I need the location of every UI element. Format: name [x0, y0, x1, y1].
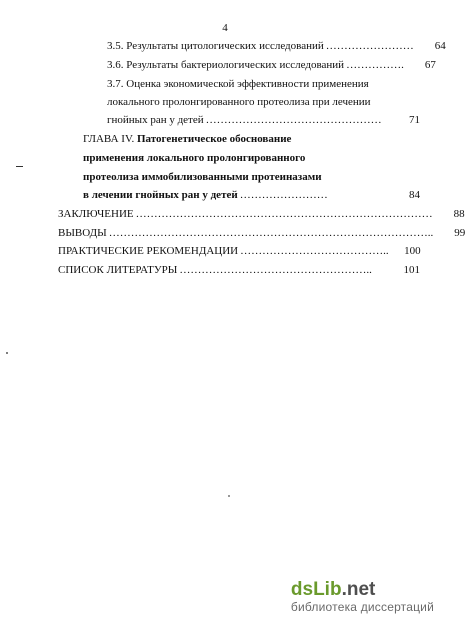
toc-entry-title: 3.5. Результаты цитологических исследований — [107, 40, 324, 52]
toc-leader-dots: …………………… — [239, 189, 328, 201]
toc-chapter-title: Патогенетическое обоснование — [136, 133, 292, 145]
toc-entry-findings — [58, 227, 465, 240]
toc-page-number: 101 — [403, 264, 420, 276]
toc-entry-title: СПИСОК ЛИТЕРАТУРЫ — [58, 264, 178, 276]
toc-entry-3-5 — [107, 40, 446, 53]
toc-page-number: 100 — [404, 245, 421, 257]
toc-entry-3-7 — [107, 114, 420, 127]
toc-entry-recommendations — [58, 245, 420, 258]
toc-chapter-4-line3: протеолиза иммобилизованными протеиназами — [83, 171, 322, 183]
toc-entry-references — [58, 264, 420, 277]
toc-entry-title: в лечении гнойных ран у детей — [83, 189, 238, 201]
toc-leader-dots: ………………………………….. — [240, 245, 389, 257]
scan-mark — [16, 166, 23, 167]
toc-entry-conclusion — [58, 208, 465, 221]
page-number: 4 — [222, 22, 228, 34]
watermark-brand: dsLib — [290, 579, 342, 600]
toc-leader-dots: …………………………………………………………………………….. — [108, 227, 434, 239]
toc-leader-dots: ……………………………………………………………………… — [135, 208, 433, 220]
toc-entry-3-7-line2: локального пролонгированного протеолиза при лечении — [107, 96, 371, 108]
toc-entry-title: 3.6. Результаты бактериологических исследований — [107, 59, 345, 71]
toc-leader-dots: ………………………………………… — [205, 114, 382, 126]
toc-entry-title: ЗАКЛЮЧЕНИЕ — [58, 208, 134, 220]
scan-speck — [228, 495, 230, 497]
toc-entry-title: ВЫВОДЫ — [58, 227, 107, 239]
toc-page-number: 64 — [434, 40, 446, 52]
watermark-brand-tld: .net — [341, 579, 376, 600]
toc-chapter-4-line2: применения локального пролонгированного — [83, 152, 306, 164]
toc-entry-title: ПРАКТИЧЕСКИЕ РЕКОМЕНДАЦИИ — [58, 245, 239, 257]
toc-chapter-prefix: ГЛАВА IV. — [83, 133, 135, 145]
scan-speck — [6, 352, 8, 354]
toc-entry-3-7-line1: 3.7. Оценка экономической эффективности применения — [107, 78, 369, 90]
watermark — [291, 580, 434, 614]
toc-page-number: 88 — [453, 208, 465, 220]
toc-page-number: 71 — [409, 114, 420, 126]
toc-leader-dots: …………………………………………….. — [179, 264, 372, 276]
toc-page-number: 84 — [409, 189, 420, 201]
toc-chapter-4-line1 — [83, 133, 291, 146]
toc-entry-3-6 — [107, 59, 436, 72]
toc-chapter-4 — [83, 189, 420, 202]
toc-leader-dots: …………………… — [325, 40, 414, 52]
watermark-logo — [291, 580, 434, 600]
toc-page-number: 99 — [454, 227, 465, 239]
toc-entry-title: гнойных ран у детей — [107, 114, 204, 126]
toc-page-number: 67 — [424, 59, 436, 71]
toc-leader-dots: ……………. — [346, 59, 404, 71]
watermark-subtitle: библиотека диссертаций — [290, 600, 434, 614]
